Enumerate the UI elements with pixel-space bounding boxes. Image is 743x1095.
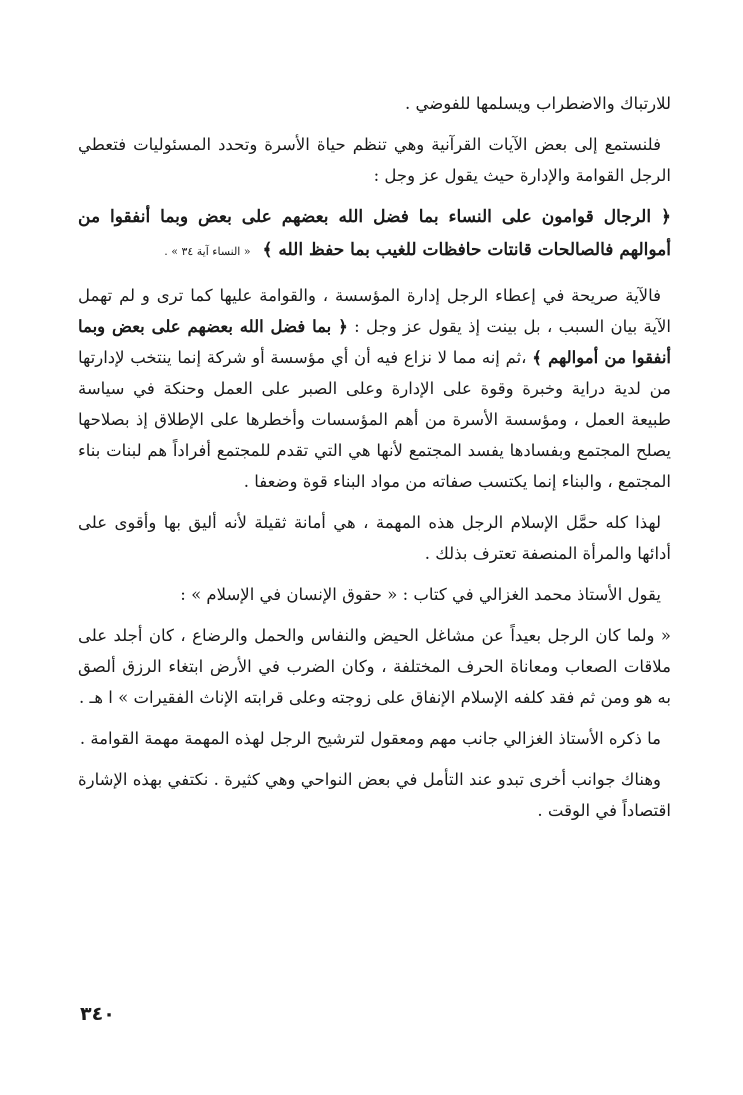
paragraph-3-end: ،ثم إنه مما لا نزاع فيه أن أي مؤسسة أو شركة إنما ينتخب لإدارتها من لدية دراية وخبرة وقوة على الإدارة وعلى الصبر على العمل وحنكة في سياسة طبيعة العمل ، ومؤسسة الأسرة من أهم المؤسسات وأخطرها على الإطلاق إذ بصلاحها يصلح المجتمع وبفسادها يفسد المجتمع لأنها هي التي تقدم للمجتمع أفراداً هم لبنات بناء المجتمع ، والبناء إنما يكتسب صفاته من مواد البناء قوة وضعفا . [78, 348, 671, 491]
quran-verse [78, 201, 671, 268]
paragraph-2: فلنستمع إلى بعض الآيات القرآنية وهي تنظم حياة الأسرة وتحدد المسئوليات فتعطي الرجل القوامة والإدارة حيث يقول عز وجل : [78, 135, 671, 185]
paragraph-5: يقول الأستاذ محمد الغزالي في كتاب : « حقوق الإنسان في الإسلام » : [180, 585, 661, 604]
paragraph-8: وهناك جوانب أخرى تبدو عند التأمل في بعض النواحي وهي كثيرة . نكتفي بهذه الإشارة اقتصاداً في الوقت . [78, 770, 671, 820]
paragraph-7: ما ذكره الأستاذ الغزالي جانب مهم ومعقول لترشيح الرجل لهذه المهمة مهمة القوامة . [79, 729, 661, 748]
page-number: ٣٤٠ [80, 1003, 115, 1025]
paragraph-3-start: فالآية صريحة في إعطاء الرجل إدارة المؤسسة ، والقوامة عليها كما ترى و لم تهمل الآية بيان السبب ، بل بينت إذ يقول عز وجل : [78, 286, 671, 336]
paragraph-4: لهذا كله حمَّل الإسلام الرجل هذه المهمة ، هي أمانة ثقيلة لأنه أليق بها وأقوى على أدائها والمرأة المنصفة تعترف بذلك . [78, 513, 671, 563]
verse-citation: « النساء آية ٣٤ » . [164, 245, 251, 258]
verse-text: ﴿ الرجال قوامون على النساء بما فضل الله بعضهم على بعض وبما أنفقوا من أموالهم فالصالحات قانتات حافظات للغيب بما حفظ الله ﴾ [78, 207, 671, 260]
paragraph-1: للارتباك والاضطراب ويسلمها للفوضي . [404, 94, 671, 113]
quote-ghazali: « ولما كان الرجل بعيداً عن مشاغل الحيض والنفاس والحمل والرضاع ، كان أجلد على ملاقات الصعاب ومعاناة الحرف المختلفة ، وكان الضرب في الأرض ابتغاء الرزق ألصق به هو ومن ثم فقد كلفه الإسلام الإنفاق على زوجته وعلى قرابته الإناث الفقيرات » ا هـ . [78, 626, 671, 707]
page-body [78, 88, 671, 836]
paragraph-3 [78, 280, 671, 497]
paragraph-3-verse: ﴿ بما فضل الله بعضهم على بعض وبما أنفقوا من أموالهم ﴾ [78, 317, 671, 367]
